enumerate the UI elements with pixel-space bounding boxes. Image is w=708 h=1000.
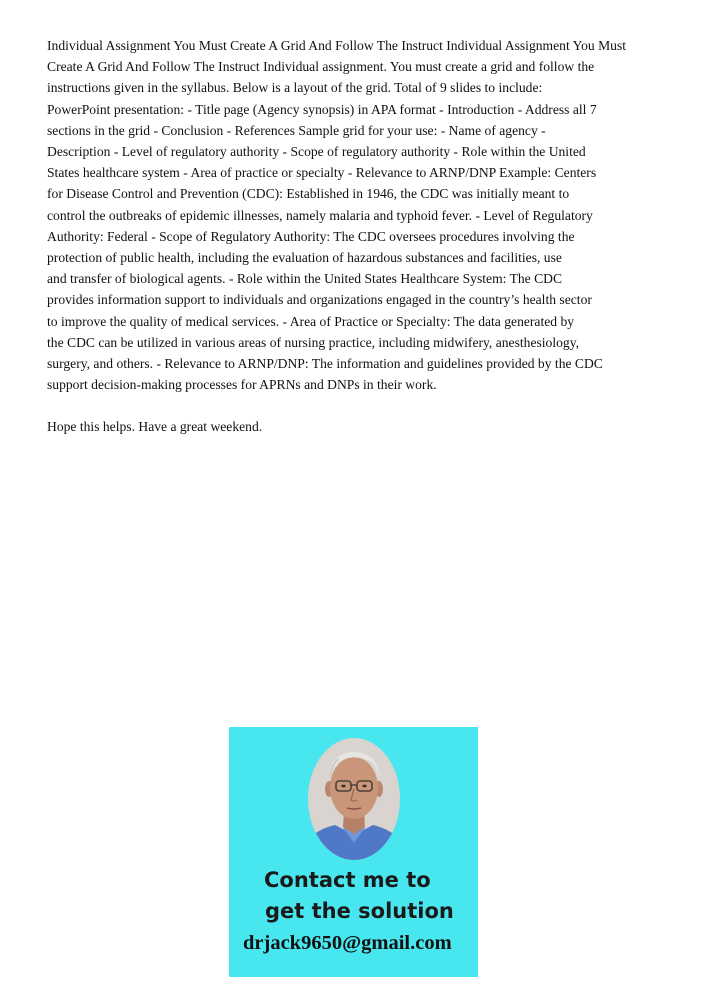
paragraph-gap [47, 395, 672, 416]
body-line: protection of public health, including the evaluation of hazardous substances and facilities, use [47, 250, 562, 266]
body-line: Individual Assignment You Must Create A Grid And Follow The Instruct Individual Assignment You Must [47, 38, 627, 53]
body-line: and transfer of biological agents. - Role within the United States Healthcare System: The CDC [47, 271, 563, 287]
body-line: surgery, and others. - Relevance to ARNP/DNP: The information and guidelines provided by the CDC [47, 356, 603, 372]
closing-line: Hope this helps. Have a great weekend. [47, 419, 263, 435]
cta-line-1: Contact me to [264, 868, 431, 892]
portrait-photo [307, 737, 401, 861]
contact-call-to-action [264, 865, 474, 927]
body-line: sections in the grid - Conclusion - References Sample grid for your use: - Name of agency - [47, 122, 546, 138]
body-line: Description - Level of regulatory authority - Scope of regulatory authority - Role within the United [47, 144, 586, 160]
document-body [47, 35, 672, 438]
body-line: provides information support to individuals and organizations engaged in the country’s health sector [47, 292, 592, 308]
body-line: to improve the quality of medical services. - Area of Practice or Specialty: The data generated by [47, 313, 575, 329]
body-line: PowerPoint presentation: - Title page (Agency synopsis) in APA format - Introduction - Address all 7 [47, 101, 597, 117]
cta-line-2: get the solution [265, 899, 454, 923]
contact-email[interactable]: drjack9650@gmail.com [243, 932, 452, 954]
body-line: instructions given in the syllabus. Below is a layout of the grid. Total of 9 slides to include: [47, 80, 543, 96]
body-line: Create A Grid And Follow The Instruct Individual assignment. You must create a grid and follow the [47, 59, 595, 75]
body-line: States healthcare system - Area of practice or specialty - Relevance to ARNP/DNP Example: Centers [47, 165, 597, 181]
contact-banner[interactable] [229, 727, 478, 977]
body-line: Authority: Federal - Scope of Regulatory Authority: The CDC oversees procedures involving the [47, 228, 575, 244]
body-line: for Disease Control and Prevention (CDC): Established in 1946, the CDC was initially meant to [47, 186, 570, 202]
body-line: control the outbreaks of epidemic illnesses, namely malaria and typhoid fever. - Level of Regulatory [47, 207, 593, 223]
body-line: the CDC can be utilized in various areas of nursing practice, including midwifery, anesthesiology, [47, 334, 580, 350]
body-line: support decision-making processes for APRNs and DNPs in their work. [47, 377, 437, 393]
